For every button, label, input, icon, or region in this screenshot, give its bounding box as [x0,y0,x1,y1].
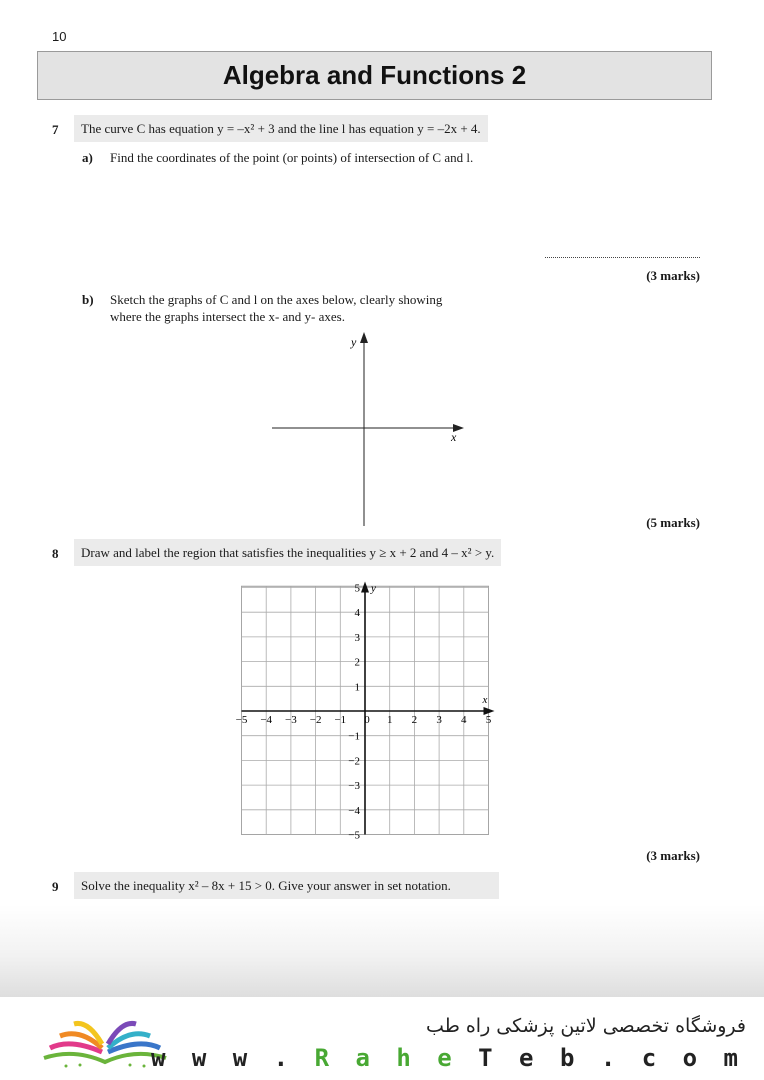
y-tick-label: −2 [348,755,360,768]
question-7b-label: b) [82,292,94,307]
grid-y-axis-label: y [371,582,376,595]
y-tick-label: −1 [348,730,360,743]
question-7a-text: Find the coordinates of the point (or points) of intersection of C and l. [110,150,474,165]
answer-line [545,251,700,258]
section-title: Algebra and Functions 2 [222,60,527,90]
x-tick-label: 5 [485,714,492,726]
url-t: T [478,1044,499,1072]
y-tick-label: 1 [354,681,360,694]
question-9-stem: Solve the inequality x² – 8x + 15 > 0. Give your answer in set notation. [74,872,499,899]
y-tick-label: 2 [354,656,360,669]
x-tick-label: −5 [235,714,248,726]
x-tick-label: 3 [436,714,442,726]
y-tick-label: 3 [354,631,360,644]
x-tick-label: 2 [411,714,418,726]
question-7b-marks: (5 marks) [646,515,700,530]
question-8-stem: Draw and label the region that satisfies the inequalities y ≥ x + 2 and 4 – x² > y. [74,539,501,566]
page-bottom-shade [0,905,764,997]
q7-x-axis-label: x [451,430,457,444]
grid-x-axis-label: x [482,694,488,706]
question-7b-text-line2: where the graphs intersect the x- and y- axes. [110,309,345,324]
shop-url[interactable] [151,1044,744,1072]
question-8-number: 8 [52,546,59,561]
x-tick-label: −4 [260,714,273,726]
y-axis-arrow [361,582,369,593]
x-tick-label: 1 [386,714,393,726]
x-tick-label: −3 [285,714,297,726]
x-tick-label: −2 [309,714,322,726]
y-tick-label: 4 [354,607,360,620]
question-7-number: 7 [52,122,59,137]
question-8-grid [225,575,505,845]
shop-name: فروشگاه تخصصی لاتین پزشکی راه طب [426,1015,746,1037]
question-7-stem: The curve C has equation y = –x² + 3 and the line l has equation y = –2x + 4. [74,115,488,142]
q7-y-axis-label: y [351,335,357,349]
page-number: 10 [52,29,67,44]
question-8-marks: (3 marks) [646,848,700,863]
y-tick-label: −3 [348,780,360,793]
y-tick-label: 5 [354,582,360,595]
url-prefix: w w w . [150,1044,315,1072]
question-7b-text-line1: Sketch the graphs of C and l on the axes below, clearly showing [110,292,443,307]
question-7a-label: a) [82,150,93,165]
question-7b-axes [265,330,475,530]
question-9-number: 9 [52,879,59,894]
url-rahe: R a h e [314,1044,479,1072]
question-7a-marks: (3 marks) [646,268,700,283]
y-tick-label: −4 [348,804,360,817]
x-tick-label: 0 [364,714,370,726]
y-tick-label: −5 [348,829,360,842]
x-tick-label: −1 [334,714,347,726]
section-title-bar [37,51,712,100]
url-suffix: e b . c o m [498,1044,744,1072]
x-tick-label: 4 [461,714,467,726]
